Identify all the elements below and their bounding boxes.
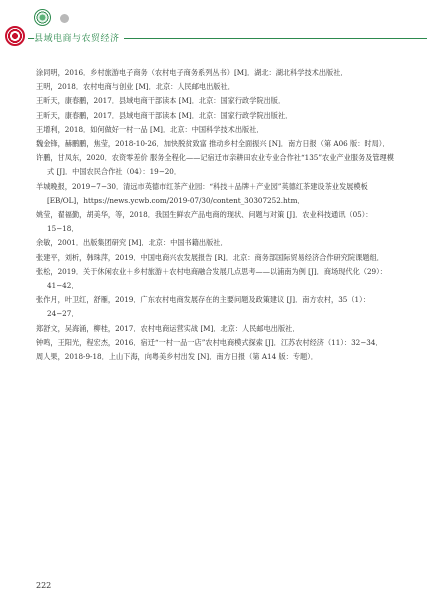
reference-entry: 羊城晚报，2019−7−30．清远市英德市红茶产业园：“科技＋品牌＋产业园”英德红茶建设茶业发展模板 [EB/OL]，https://news.ycwb.com/2019-07/30/content_30307252.htm． [36, 181, 368, 205]
small-logo-icon [60, 14, 69, 23]
reference-entry: 王昕天，康春鹏，2017．县域电商干部读本 [M]．北京：国家行政学院出版社． [36, 110, 293, 120]
reference-entry: 王明，2018．农村电商与创业 [M]．北京：人民邮电出版社． [36, 82, 235, 92]
reference-entry: 王昕天，康春鹏，2017．县域电商干部读本 [M]．北京：国家行政学院出版． [36, 96, 286, 106]
emblem-logo-icon [34, 9, 51, 26]
reference-entry: 郑舒文，吴海涌，柳桂，2017．农村电商运营实战 [M]．北京：人民邮电出版社． [36, 323, 300, 333]
reference-entry: 姚莹，翟福勤，胡美华，等，2018．我国生鲜农产品电商的现状、问题与对策 [J]．农业科技通讯（05）：15−18． [36, 210, 373, 234]
page-number: 222 [36, 581, 52, 590]
reference-entry: 王增利，2018．如何做好一村一品 [M]．北京：中国科学技术出版社． [36, 124, 264, 134]
reference-entry: 余敏，2001．出版集团研究 [M]．北京：中国书籍出版社． [36, 238, 228, 248]
reference-entry: 张建平，刘析，韩珠萍，2019．中国电商兴农发展报告 [R]．北京：商务部国际贸易经济合作研究院课题组． [36, 252, 384, 262]
reference-entry: 魏金锋，赫鹏鹏，焦莹，2018-10-26．加快脱贫致富 推动乡村全面振兴 [N]．南方日报（第 A06 版：时局）． [36, 139, 390, 149]
page-header [0, 0, 427, 56]
reference-entry: 张作月，叶卫红，舒雁，2019．广东农村电商发展存在的主要问题及政策建议 [J]．南方农村，35（1）：24−27． [36, 295, 370, 319]
reference-entry: 张松，2019．关于休闲农业＋乡村旅游＋农村电商融合发展几点思考——以浦南为例 [J]．商场现代化（29）：41−42． [36, 266, 387, 291]
reference-entry: 许鹏，甘凤东，2020．农资零差价 服务全程化——记宿迁市亲耕田农业专业合作社“135”农业产业服务及管理模式 [J]．中国农民合作社（04）：19−20． [36, 153, 394, 177]
reference-list [36, 66, 394, 364]
running-title: 县域电商与农贸经济 [34, 31, 124, 44]
reference-entry: 钟鸣，王阳光，程宏杰，2016．宿迁“一村一品一店”农村电商模式探索 [J]．江苏农村经济（11）：32−34． [36, 337, 383, 347]
target-logo-icon [5, 26, 25, 46]
reference-entry: 涂同明，2016．乡村旅游电子商务（农村电子商务系列丛书）[M]．湖北：湖北科学技术出版社． [36, 68, 348, 77]
reference-entry: 周人果，2018-9-18．上山下海，向粤美乡村出发 [N]．南方日报（第 A14 版：专题）． [36, 352, 318, 362]
